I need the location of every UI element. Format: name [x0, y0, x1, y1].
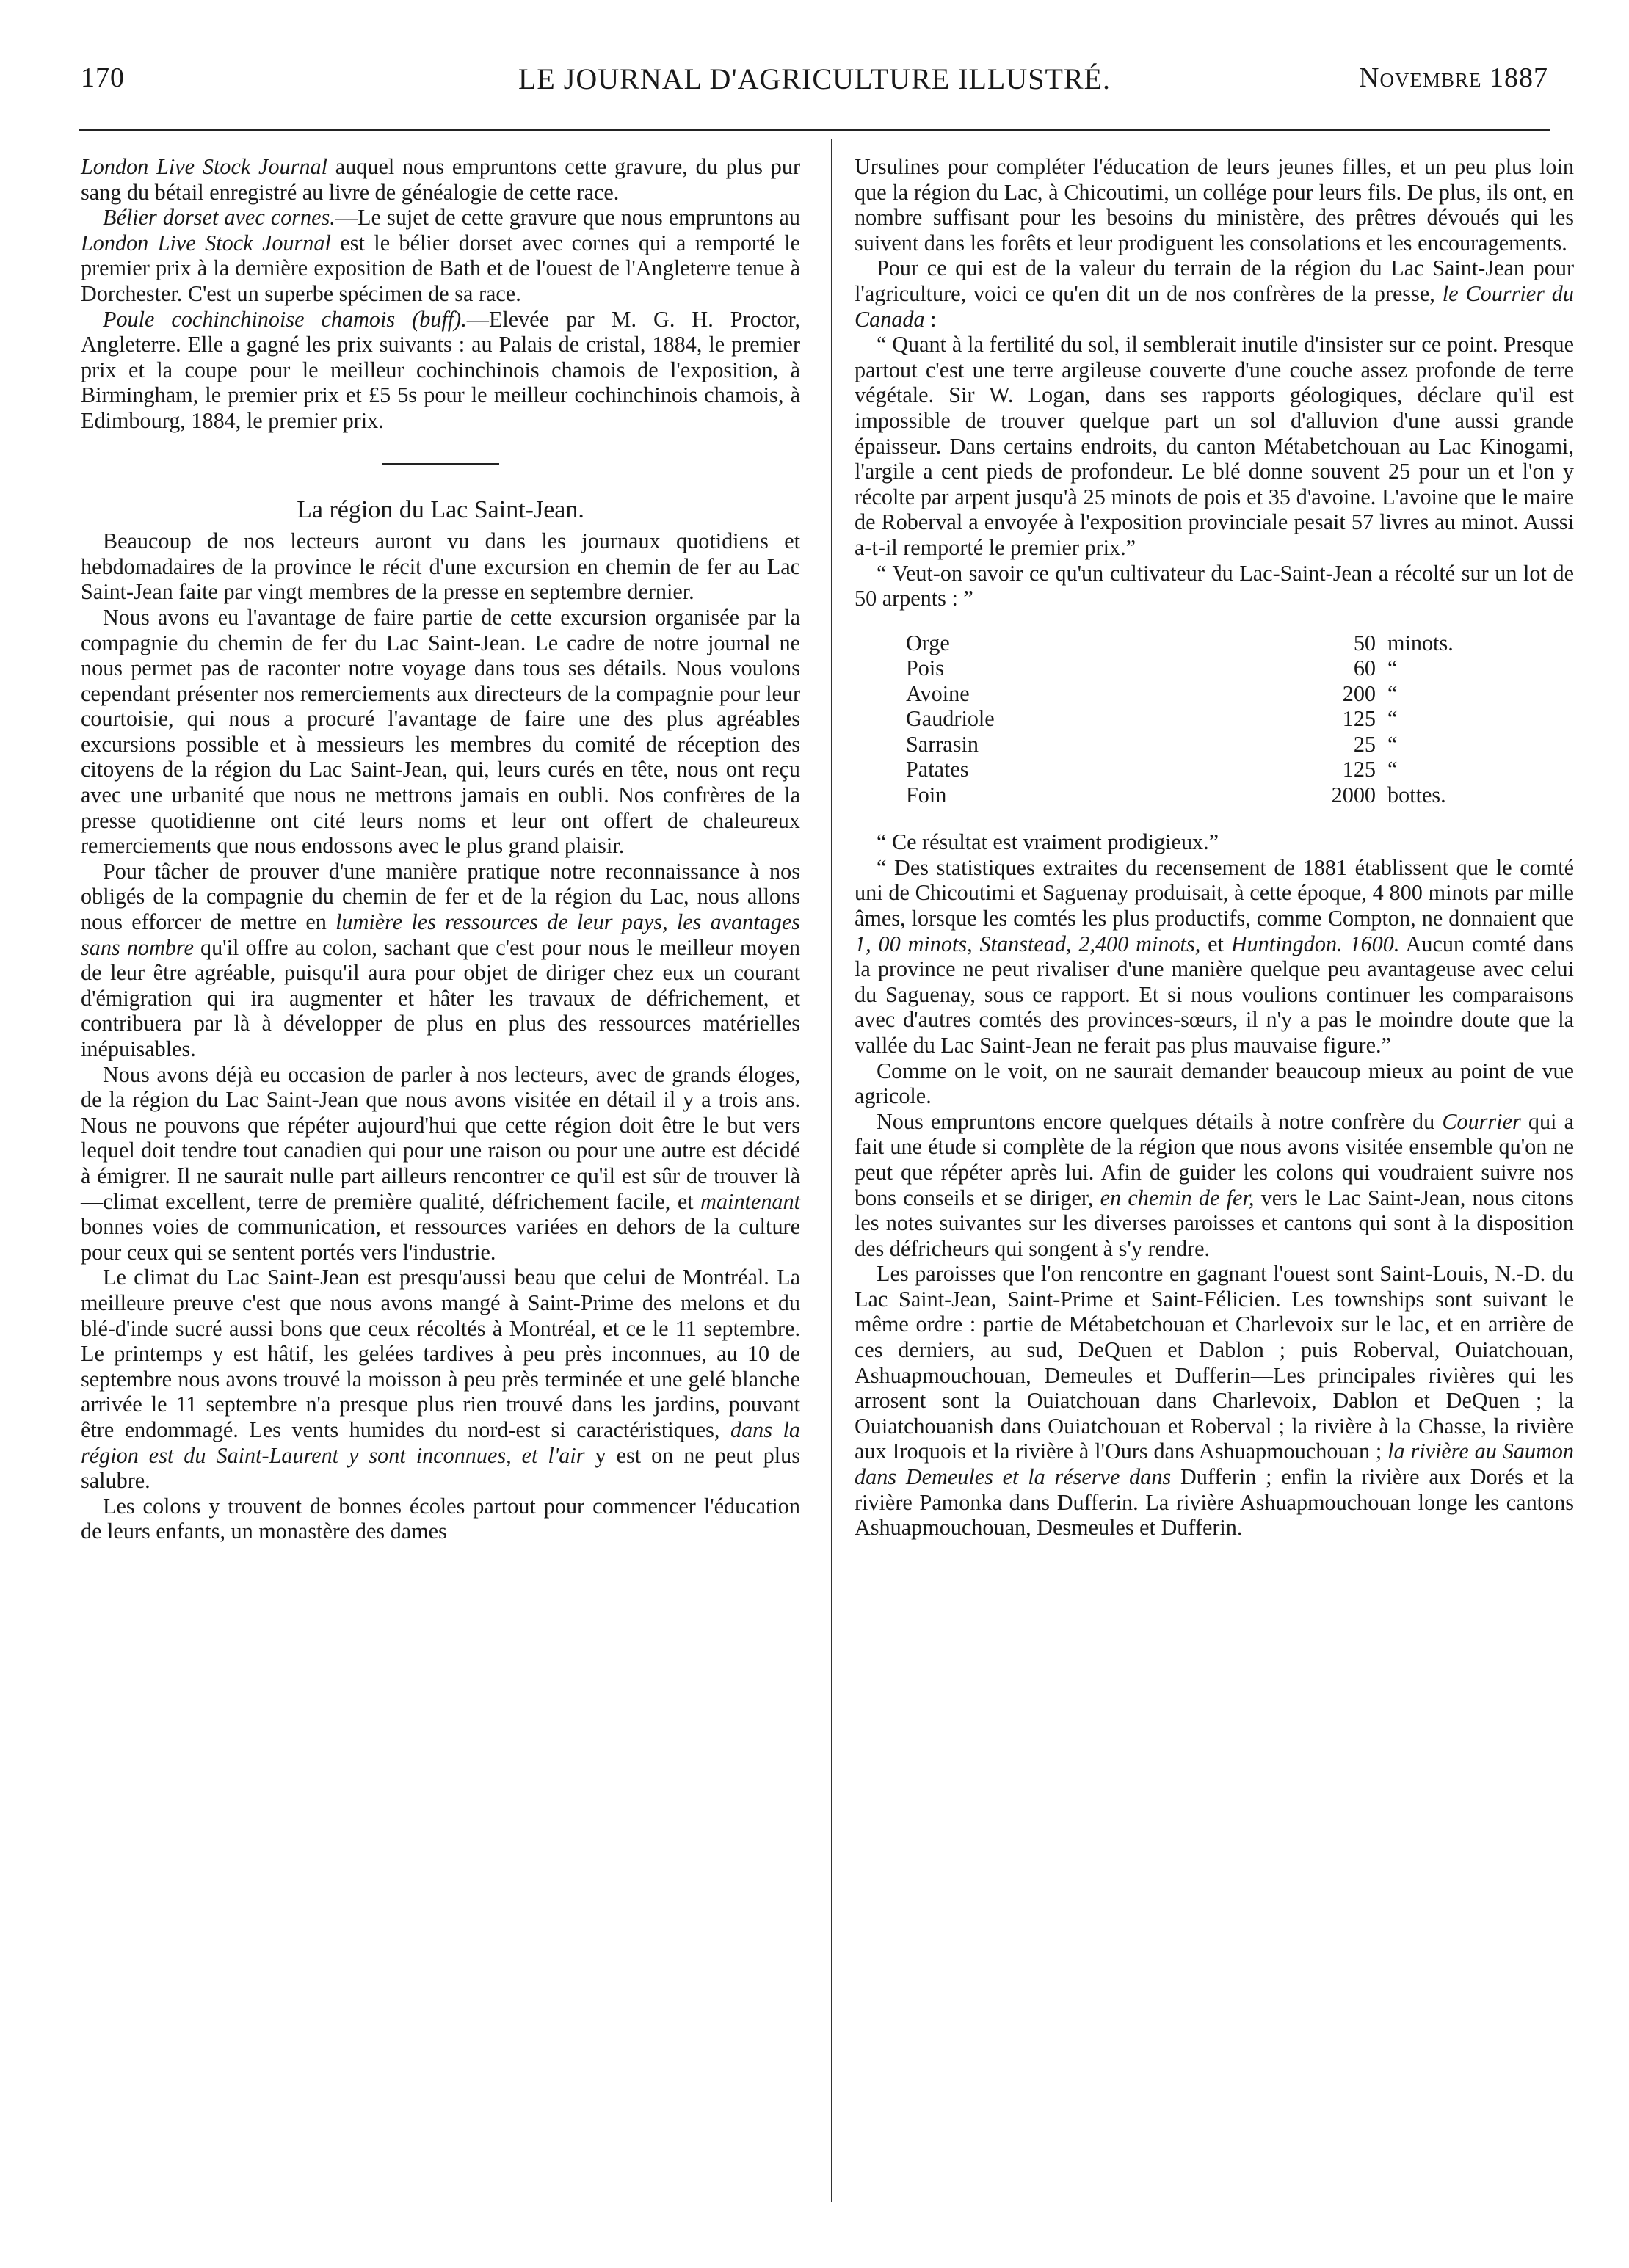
p4-text-a: Nous avons déjà eu occasion de parler à nos lecteurs, avec de grands éloges, de la région du Lac Saint-Jean que nous avons visitée en détail il y a trois ans. Nous ne pouvons que répéter aujourd'hui que cette région doit être le but vers lequel doit tendre tout canadien qui pour une raison ou pour une autre est décidé à émigrer. Il ne saurait nulle part ailleurs rencontrer ce qu'il est sûr de trouver là—climat excellent, terre de première qualité, défrichement facile, et	[81, 1061, 800, 1214]
section-separator	[382, 463, 499, 465]
crop-quantity: 125	[1342, 706, 1376, 732]
rp4-text-a: Nous empruntons encore quelques détails à notre confrère du	[877, 1108, 1443, 1134]
p3-text-italic: lumière les ressources de leur pays, les avantages sans nombre	[81, 909, 800, 960]
quote-result: “ Ce résultat est vraiment prodigieux.”	[877, 829, 1219, 855]
p5-text-italic: dans la région est du Saint-Laurent y sont inconnues, et l'air	[81, 1417, 800, 1468]
poule-text: —Elevée par M. G. H. Proctor, Angleterre. Elle a gagné les prix suivants : au Palais de cristal, 1884, le premier prix et la coupe pour le meilleur cochinchinois chamois de l'exposition, à Birmingham, le premier prix et £5 5s pour le meilleur cochinchinois chamois, à Edimbourg, 1884, le premier prix.	[81, 306, 800, 433]
crop-unit: “	[1387, 706, 1398, 732]
issue-date: Novembre 1887	[1359, 62, 1548, 93]
crop-unit: “	[1387, 680, 1398, 706]
quote-question: “ Veut-on savoir ce qu'un cultivateur du Lac-Saint-Jean a récolté sur un lot de 50 arpents : ”	[855, 560, 1574, 611]
rp5-text-c: Dufferin ; enfin la rivière aux Dorés et la rivière Pamonka dans Dufferin. La rivière Ashuapmouchouan longe les cantons Ashuapmouchouan, Desmeules et Dufferin.	[855, 1464, 1574, 1541]
rq4-text-c: et	[1200, 931, 1231, 956]
crop-name: Gaudriole	[906, 706, 995, 732]
crop-name: Avoine	[906, 680, 970, 706]
rp5-text-italic: la rivière au Saumon dans Demeules et la réserve dans	[855, 1439, 1574, 1490]
rq4-text-italic-1: 1, 00 minots, Stanstead, 2,400 minots,	[855, 931, 1201, 956]
crop-quantity: 2000	[1331, 782, 1376, 807]
rp2-text-a: Pour ce qui est de la valeur du terrain de la région du Lac Saint-Jean pour l'agriculture, voici ce qu'en dit un de nos confrères de la presse,	[855, 255, 1574, 306]
p3-text-c: qu'il offre au colon, sachant que c'est pour nous le meilleur moyen de leur être agréable, puisqu'il aura pour objet de diriger chez eux un courant d'émigration qui ira augmenter et hâter les travaux de défrichement, et contribuera par là à développer de plus en plus des ressources matérielles inépuisables.	[81, 934, 800, 1061]
intro-paragraph	[81, 154, 800, 205]
page-header	[81, 62, 1548, 106]
right-paragraph-5	[855, 1261, 1574, 1541]
crop-quantity: 50	[1353, 630, 1376, 655]
poule-paragraph	[81, 307, 800, 434]
crop-row	[906, 782, 1490, 808]
crop-quantity: 25	[1353, 731, 1376, 757]
crop-unit: bottes.	[1387, 782, 1446, 807]
belier-journal: London Live Stock Journal	[81, 230, 331, 255]
crop-unit: “	[1387, 655, 1398, 681]
p3-text-a: Pour tâcher de prouver d'une manière pratique notre reconnaissance à nos obligés de la compagnie du chemin de fer et de la région du Lac, nous allons nous efforcer de mettre en	[81, 858, 800, 935]
crop-name: Foin	[906, 782, 947, 807]
left-column	[81, 154, 800, 1544]
belier-paragraph	[81, 205, 800, 306]
crop-quantity: 60	[1353, 655, 1376, 681]
paragraph-5	[81, 1265, 800, 1493]
belier-title: Bélier dorset avec cornes.	[103, 205, 335, 230]
crop-row	[906, 732, 1490, 757]
rp2-text-italic: le Courrier du Canada	[855, 280, 1574, 332]
crop-row	[906, 681, 1490, 707]
crop-name: Sarrasin	[906, 731, 979, 757]
right-column	[855, 154, 1574, 1541]
right-paragraph-3: Comme on le voit, on ne saurait demander beaucoup mieux au point de vue agricole.	[855, 1058, 1574, 1109]
journal-title: LE JOURNAL D'AGRICULTURE ILLUSTRÉ.	[518, 62, 1111, 95]
p5-text-c: y est on ne peut plus salubre.	[81, 1442, 801, 1494]
page-number: 170	[81, 62, 125, 93]
crop-unit: “	[1387, 731, 1398, 757]
quote-fertility: “ Quant à la fertilité du sol, il semblerait inutile d'insister sur ce point. Presque partout c'est une terre argileuse couverte d'une couche assez profonde de terre végétale. Sir W. Logan, dans ses rapports géologiques, déclare qu'il est impossible de trouver quelque part un sol d'alluvion d'une aussi grande épaisseur. Dans certains endroits, du canton Métabetchouan au Lac Kinogami, l'argile a cent pieds de profondeur. Le blé donne souvent 25 pour un et l'on y récolte par arpent jusqu'à 25 minots de pois et 35 d'avoine. L'avoine que le maire de Roberval a envoyée à l'exposition provinciale pesait 57 livres au minot. Aussi a-t-il remporté le premier prix.”	[855, 332, 1574, 560]
rp4-text-c: qui a fait une étude si complète de la région que nous avons visitée ensemble qu'on ne peut que répéter après lui. Afin de guider les colons qui voudraient suivre nos bons conseils et se diriger,	[855, 1108, 1574, 1210]
rp4-text-italic-2: en chemin de fer,	[1100, 1185, 1255, 1210]
rq4-text-italic-2: Huntingdon. 1600.	[1230, 931, 1400, 956]
belier-text-b: est le bélier dorset avec cornes qui a remporté le premier prix à la dernière exposition de Bath et de l'ouest de l'Angleterre tenue à Dorchester. C'est un superbe spécimen de sa race.	[81, 230, 800, 306]
crop-row	[906, 757, 1490, 782]
crop-unit: “	[1387, 757, 1398, 782]
right-paragraph-2	[855, 255, 1574, 332]
rp2-text-c: :	[924, 306, 937, 332]
crop-name: Orge	[906, 630, 950, 655]
crop-row	[906, 655, 1490, 681]
quote-statistics	[855, 855, 1574, 1058]
crop-name: Pois	[906, 655, 945, 681]
section-title: La région du Lac Saint-Jean.	[297, 495, 584, 523]
p4-text-italic: maintenant	[700, 1188, 800, 1214]
intro-text: auquel nous empruntons cette gravure, du plus pur sang du bétail enregistré au livre de généalogie de cette race.	[81, 154, 800, 205]
column-divider	[831, 139, 832, 2202]
belier-text-a: —Le sujet de cette gravure que nous empruntons au	[335, 205, 800, 230]
paragraph-2: Nous avons eu l'avantage de faire partie de cette excursion organisée par la compagnie du chemin de fer du Lac Saint-Jean. Le cadre de notre journal ne nous permet pas de raconter notre voyage dans tous ses détails. Nous voulons cependant présenter nos remerciements aux directeurs de la compagnie pour leur courtoisie, qui nous a procuré l'avantage de faire une des plus agréables excursions possible et à messieurs les membres du comité de réception des citoyens de la région du Lac Saint-Jean, qui, leurs curés en tête, nous ont reçu avec une urbanité que nous ne mettrons jamais en oubli. Nos confrères de la presse quotidienne ont cité leurs noms et leur ont offert de chaleureux remerciements que nous endossons avec le plus grand plaisir.	[81, 604, 800, 859]
header-rule	[79, 129, 1550, 131]
right-paragraph-1: Ursulines pour compléter l'éducation de leurs jeunes filles, et un peu plus loin que la région du Lac, à Chicoutimi, un collége pour leurs fils. De plus, ils ont, en nombre suffisant pour les besoins du ministère, des prêtres dévoués qui les suivent dans les forêts et leur prodiguent les consolations et les encouragements.	[855, 154, 1574, 255]
paragraph-1: Beaucoup de nos lecteurs auront vu dans les journaux quotidiens et hebdomadaires de la province le récit d'une excursion en chemin de fer au Lac Saint-Jean faite par vingt membres de la presse en septembre dernier.	[81, 528, 800, 605]
rp4-text-e: vers le Lac Saint-Jean, nous citons les notes suivantes sur les diverses paroisses et cantons qui sont à la disposition des défricheurs qui songent à s'y rendre.	[855, 1185, 1575, 1261]
intro-journal-name: London Live Stock Journal	[81, 154, 327, 179]
poule-title: Poule cochinchinoise chamois (buff).	[103, 306, 467, 332]
p4-text-c: bonnes voies de communication, et ressources variées en dehors de la culture pour ceux qui se sentent portés vers l'industrie.	[81, 1214, 800, 1265]
paragraph-3	[81, 859, 800, 1062]
rp4-text-italic-1: Courrier	[1442, 1108, 1521, 1134]
crop-quantity: 125	[1342, 757, 1376, 782]
crop-unit: minots.	[1387, 630, 1454, 655]
crop-name: Patates	[906, 757, 969, 782]
paragraph-6: Les colons y trouvent de bonnes écoles partout pour commencer l'éducation de leurs enfants, un monastère des dames	[81, 1493, 800, 1544]
rq4-text-e: Aucun comté dans la province ne peut rivaliser d'une manière quelque peu avantageuse avec celui du Saguenay, sous ce rapport. Et si nous voulions continuer les comparaisons avec d'autres comtés des provinces-sœurs, il n'y a pas le moindre doute que la vallée du Lac Saint-Jean ne ferait pas plus mauvaise figure.”	[855, 931, 1574, 1058]
crop-quantity: 200	[1342, 680, 1376, 706]
rq4-text-a: “ Des statistiques extraites du recensement de 1881 établissent que le comté uni de Chicoutimi et Saguenay produisait, à cette époque, 4 800 minots par mille âmes, lorsque les comtés les plus productifs, comme Compton, ne donnaient que	[855, 854, 1574, 931]
paragraph-4	[81, 1062, 800, 1265]
p5-text-a: Le climat du Lac Saint-Jean est presqu'aussi beau que celui de Montréal. La meilleure preuve c'est que nous avons mangé à Saint-Prime des melons et du blé-d'inde sucré aussi bons que ceux récoltés à Montréal, et ce le 11 septembre. Le printemps y est hâtif, les gelées tardives à peu près inconnues, au 10 de septembre nous avons trouvé la moisson à peu près terminée et une gelé blanche arrivée le 11 septembre n'a presque plus rien trouvé dans les jardins, pouvant être endommagé. Les vents humides du nord-est si caractéristiques,	[81, 1265, 800, 1442]
crop-row	[906, 706, 1490, 732]
crop-table	[906, 630, 1490, 808]
right-paragraph-4	[855, 1109, 1574, 1262]
crop-row	[906, 630, 1490, 656]
rp5-text-a: Les paroisses que l'on rencontre en gagnant l'ouest sont Saint-Louis, N.-D. du Lac Saint-Jean, Saint-Prime et Saint-Félicien. Les townships sont suivant le même ordre : partie de Métabetchouan et Charlevoix sur le lac, et en arrière de ces derniers, au sud, DeQuen et Dablon ; puis Roberval, Ouiatchouan, Ashuapmouchouan, Demeules et Dufferin—Les principales rivières qui les arrosent sont la Ouiatchouan dans Charlevoix, Dablon et DeQuen ; la Ouiatchouanish dans Ouiatchouan et Roberval ; la rivière à la Chasse, la rivière aux Iroquois et la rivière à l'Ours dans Ashuapmouchouan ;	[855, 1261, 1574, 1464]
